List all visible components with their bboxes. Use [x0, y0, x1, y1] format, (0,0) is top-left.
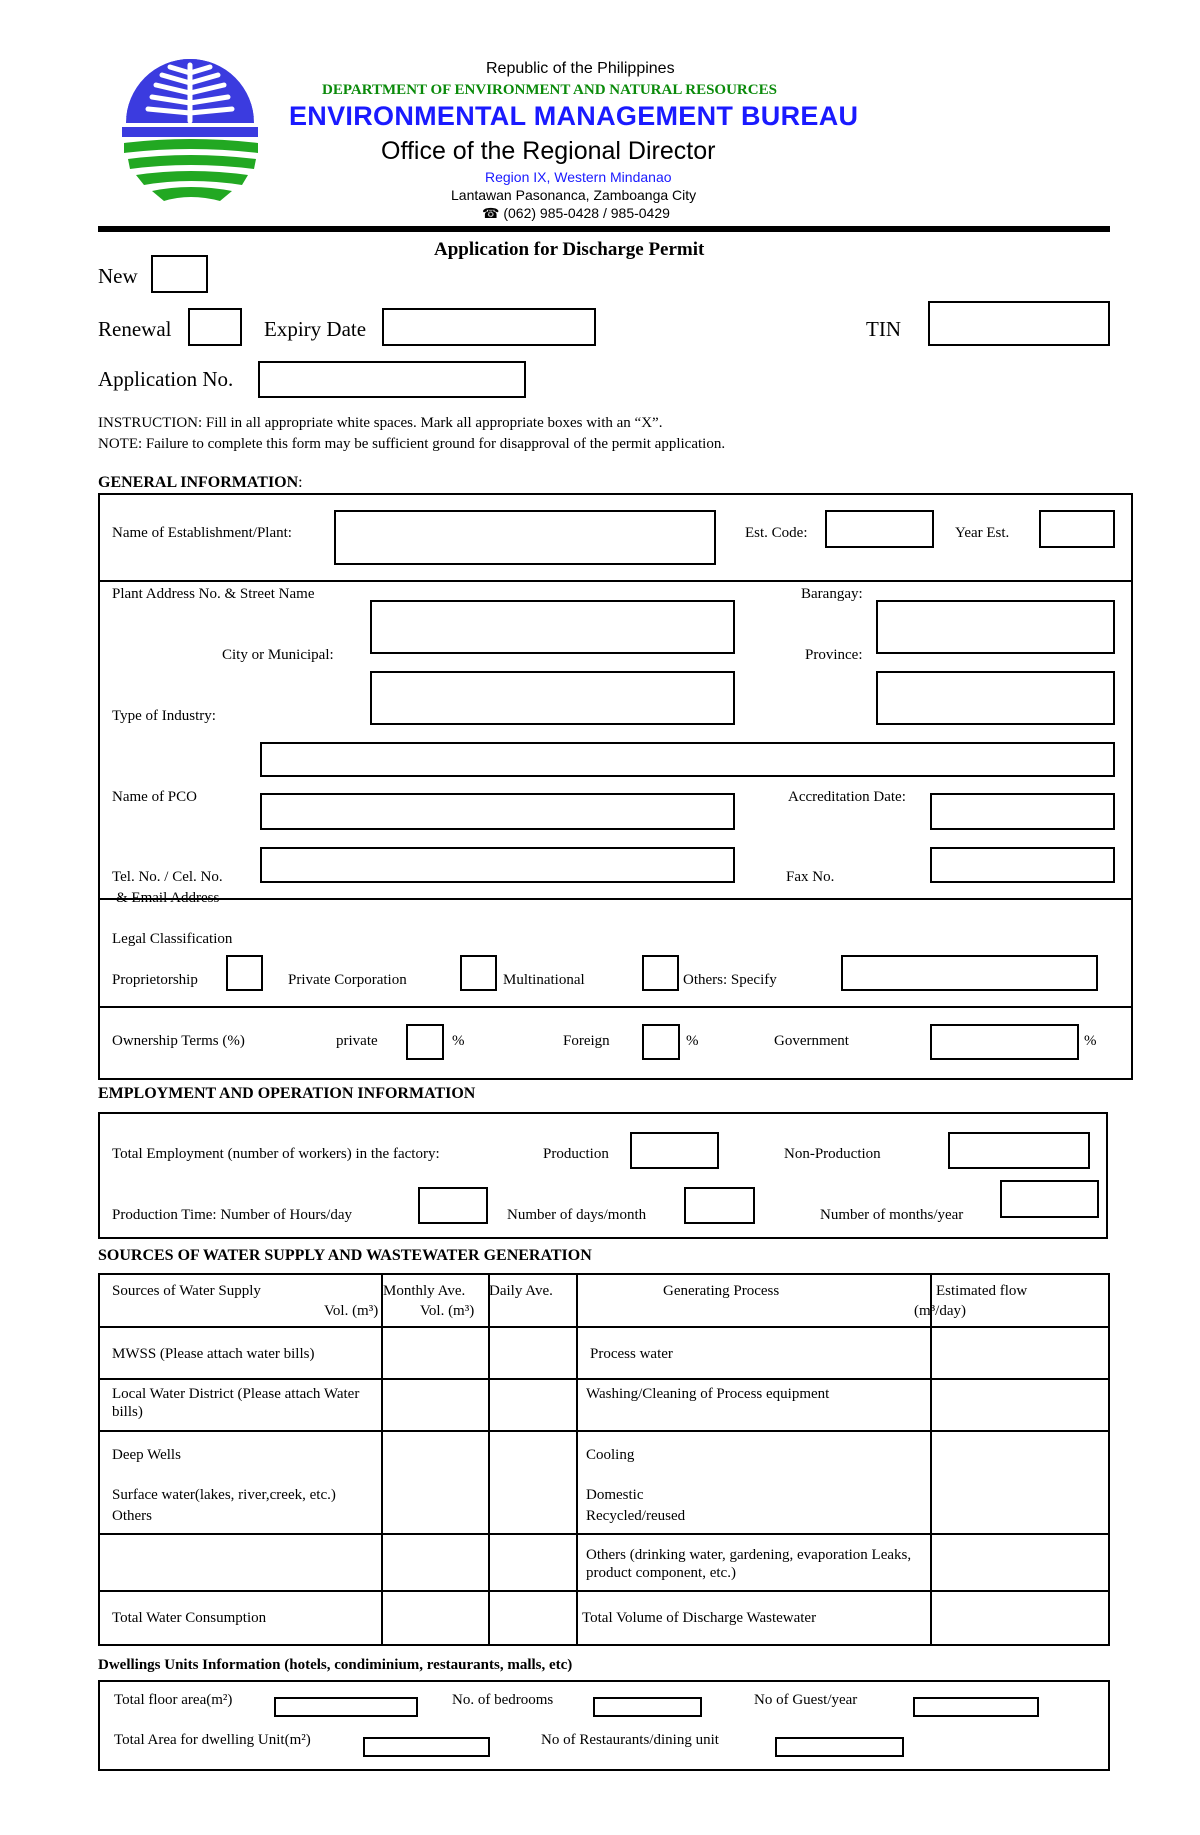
employment-heading: EMPLOYMENT AND OPERATION INFORMATION — [98, 1085, 476, 1102]
water-heading: SOURCES OF WATER SUPPLY AND WASTEWATER GENERATION — [98, 1247, 592, 1264]
col-vol-header-2: Vol. (m³) — [420, 1303, 475, 1319]
floor-area-field[interactable] — [274, 1697, 418, 1717]
year-est-field[interactable] — [1039, 510, 1115, 548]
proprietorship-label: Proprietorship — [112, 972, 198, 988]
multinational-label: Multinational — [503, 972, 585, 988]
legal-classification-label: Legal Classification — [112, 931, 233, 947]
ownership-government-label: Government — [774, 1033, 849, 1049]
barangay-label: Barangay: — [801, 586, 863, 602]
header-phone-line — [482, 204, 670, 222]
source-others: Others — [112, 1508, 152, 1524]
pco-name-field[interactable] — [260, 793, 735, 830]
others-specify-field[interactable] — [841, 955, 1098, 991]
col-vol-header-1: Vol. (m³) — [324, 1303, 379, 1319]
expiry-date-label: Expiry Date — [264, 317, 367, 341]
industry-type-field[interactable] — [260, 742, 1115, 777]
header-phone: (062) 985-0428 / 985-0429 — [503, 205, 670, 221]
renewal-label: Renewal — [98, 317, 172, 341]
private-corporation-checkbox[interactable] — [460, 955, 497, 991]
dwellings-frame — [98, 1680, 1110, 1771]
fax-label: Fax No. — [786, 869, 835, 885]
form-title: Application for Discharge Permit — [434, 239, 705, 260]
pco-name-label: Name of PCO — [112, 789, 197, 805]
new-label: New — [98, 264, 138, 288]
floor-area-label: Total floor area(m²) — [114, 1692, 233, 1708]
process-total-discharge: Total Volume of Discharge Wastewater — [582, 1610, 817, 1626]
bedrooms-field[interactable] — [593, 1697, 702, 1717]
ownership-foreign-field[interactable] — [642, 1024, 680, 1060]
process-washing: Washing/Cleaning of Process equipment — [586, 1386, 830, 1402]
tel-cel-label: Tel. No. / Cel. No. — [112, 869, 223, 885]
header-address: Lantawan Pasonanca, Zamboanga City — [451, 187, 697, 203]
source-total-consumption: Total Water Consumption — [112, 1610, 267, 1626]
tin-label: TIN — [866, 317, 901, 341]
general-divider-2 — [98, 898, 1133, 900]
ownership-government-field[interactable] — [930, 1024, 1079, 1060]
fax-field[interactable] — [930, 847, 1115, 883]
ownership-terms-label: Ownership Terms (%) — [112, 1033, 245, 1049]
header-bureau: ENVIRONMENTAL MANAGEMENT BUREAU — [289, 101, 859, 131]
instruction-text: INSTRUCTION: Fill in all appropriate white spaces. Mark all appropriate boxes with an “X”. — [98, 415, 663, 431]
dwelling-area-field[interactable] — [363, 1737, 490, 1757]
application-no-field[interactable] — [258, 361, 526, 398]
days-per-month-field[interactable] — [684, 1187, 755, 1224]
est-code-field[interactable] — [825, 510, 934, 548]
est-code-label: Est. Code: — [745, 525, 808, 541]
expiry-date-field[interactable] — [382, 308, 596, 346]
water-row-line-2 — [98, 1378, 1110, 1380]
proprietorship-checkbox[interactable] — [226, 955, 263, 991]
general-divider-1 — [98, 580, 1133, 582]
ownership-private-label: private — [336, 1033, 378, 1049]
province-field[interactable] — [876, 671, 1115, 725]
header-department: DEPARTMENT OF ENVIRONMENT AND NATURAL RESOURCES — [322, 82, 777, 98]
new-checkbox[interactable] — [151, 255, 208, 293]
ownership-private-field[interactable] — [406, 1024, 444, 1060]
process-domestic: Domestic — [586, 1487, 644, 1503]
source-mwss: MWSS (Please attach water bills) — [112, 1346, 315, 1362]
process-others: Others (drinking water, gardening, evaporation Leaks, product component, etc.) — [586, 1547, 912, 1581]
months-per-year-label: Number of months/year — [820, 1207, 964, 1223]
plant-address-label: Plant Address No. & Street Name — [112, 586, 315, 602]
general-info-colon: : — [298, 474, 303, 491]
multinational-checkbox[interactable] — [642, 955, 679, 991]
non-production-label: Non-Production — [784, 1146, 881, 1162]
tin-field[interactable] — [928, 301, 1110, 346]
private-corporation-label: Private Corporation — [288, 972, 407, 988]
source-deep-wells: Deep Wells — [112, 1447, 181, 1463]
water-row-line-5 — [98, 1590, 1110, 1592]
general-info-heading — [98, 474, 303, 492]
source-surface-water: Surface water(lakes, river,creek, etc.) — [112, 1487, 336, 1503]
denr-logo — [118, 55, 263, 210]
col-flow-header: Estimated flow — [936, 1283, 1028, 1299]
province-label: Province: — [805, 647, 863, 663]
renewal-checkbox[interactable] — [188, 308, 242, 346]
months-per-year-field[interactable] — [1000, 1180, 1099, 1218]
header-region: Region IX, Western Mindanao — [485, 169, 672, 185]
email-label: & Email Address — [116, 890, 220, 906]
total-employment-label: Total Employment (number of workers) in the factory: — [112, 1146, 440, 1162]
restaurants-label: No of Restaurants/dining unit — [541, 1732, 719, 1748]
dwellings-heading: Dwellings Units Information (hotels, condiminium, restaurants, malls, etc) — [98, 1657, 573, 1673]
industry-type-label: Type of Industry: — [112, 708, 216, 724]
establishment-name-label: Name of Establishment/Plant: — [112, 525, 292, 541]
production-label: Production — [543, 1146, 609, 1162]
water-row-line-4 — [98, 1533, 1110, 1535]
header-office: Office of the Regional Director — [381, 137, 716, 165]
production-workers-field[interactable] — [630, 1132, 719, 1169]
barangay-field[interactable] — [876, 600, 1115, 654]
bedrooms-label: No. of bedrooms — [452, 1692, 554, 1708]
ownership-foreign-label: Foreign — [563, 1033, 610, 1049]
source-local-water-district: Local Water District (Please attach Water bills) — [112, 1386, 360, 1420]
non-production-workers-field[interactable] — [948, 1132, 1090, 1169]
establishment-name-field[interactable] — [334, 510, 716, 565]
process-water: Process water — [590, 1346, 673, 1362]
ownership-government-percent: % — [1084, 1033, 1097, 1049]
production-time-label: Production Time: Number of Hours/day — [112, 1207, 352, 1223]
application-no-label: Application No. — [98, 367, 234, 391]
city-label: City or Municipal: — [222, 647, 334, 663]
col-monthly-header: Monthly Ave. — [383, 1283, 466, 1299]
accreditation-date-label: Accreditation Date: — [788, 789, 906, 805]
hours-per-day-field[interactable] — [418, 1187, 488, 1224]
note-text: NOTE: Failure to complete this form may be sufficient ground for disapproval of the permit application. — [98, 436, 726, 452]
accreditation-date-field[interactable] — [930, 793, 1115, 830]
col-daily-header: Daily Ave. — [489, 1283, 553, 1299]
guests-per-year-label: No of Guest/year — [754, 1692, 858, 1708]
water-row-line-3 — [98, 1430, 1110, 1432]
header-rule — [98, 226, 1110, 232]
col-process-header: Generating Process — [663, 1283, 780, 1299]
col-sources-header: Sources of Water Supply — [112, 1283, 261, 1299]
dwelling-area-label: Total Area for dwelling Unit(m²) — [114, 1732, 311, 1748]
restaurants-field[interactable] — [775, 1737, 904, 1757]
general-divider-3 — [98, 1006, 1133, 1008]
guests-per-year-field[interactable] — [913, 1697, 1039, 1717]
col-flow-unit-header: (m³/day) — [914, 1303, 966, 1319]
header-republic: Republic of the Philippines — [486, 60, 675, 77]
ownership-private-percent: % — [452, 1033, 465, 1049]
ownership-foreign-percent: % — [686, 1033, 699, 1049]
telephone-icon: ☎ — [482, 205, 500, 221]
process-recycled: Recycled/reused — [586, 1508, 686, 1524]
days-per-month-label: Number of days/month — [507, 1207, 647, 1223]
year-est-label: Year Est. — [955, 525, 1010, 541]
tel-cel-field[interactable] — [260, 847, 735, 883]
others-specify-label: Others: Specify — [683, 972, 777, 988]
city-field[interactable] — [370, 671, 735, 725]
general-info-title: GENERAL INFORMATION — [98, 474, 299, 491]
plant-address-field[interactable] — [370, 600, 735, 654]
water-row-line-1 — [98, 1326, 1110, 1328]
process-cooling: Cooling — [586, 1447, 635, 1463]
